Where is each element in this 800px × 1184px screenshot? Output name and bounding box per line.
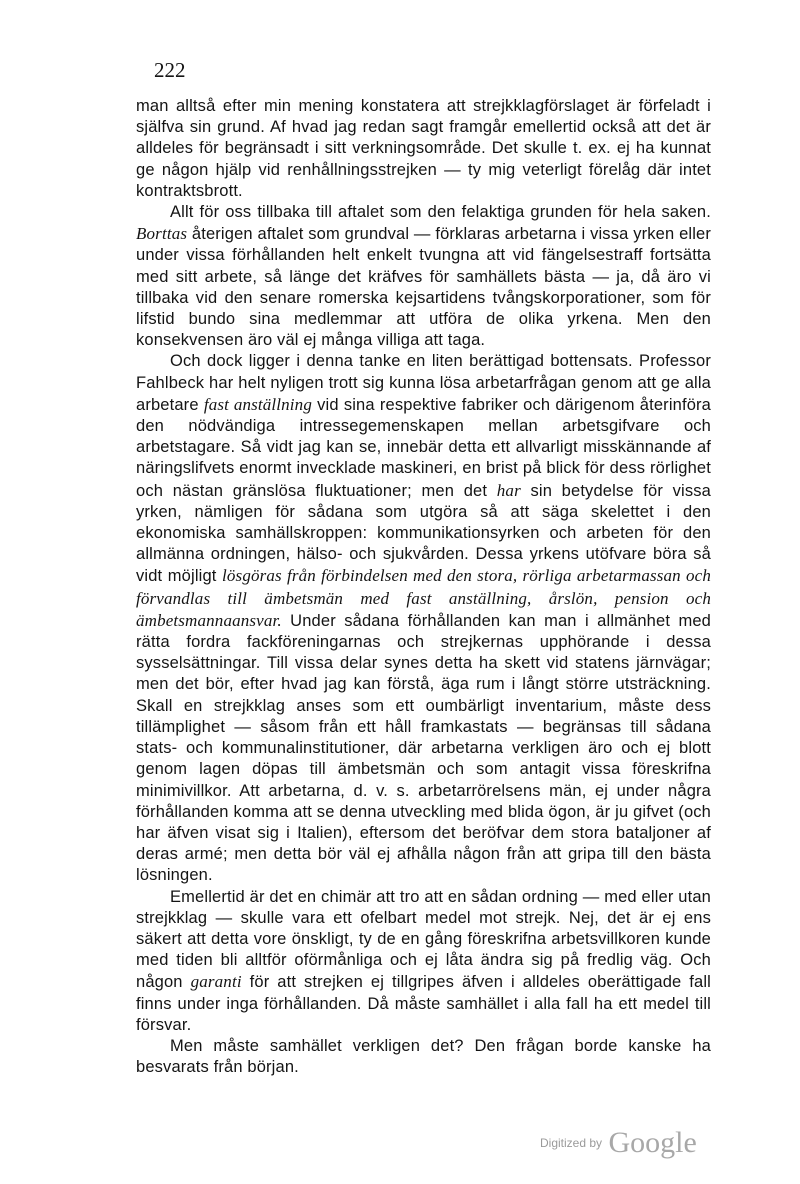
text-run: återigen aftalet som grundval — förklaras arbetarna i vissa yrken eller under vissa förhållanden helt enkelt tvungna att vid fängelsestraff fortsätta med sitt arbete, så länge det kräfves för samhällets bästa — ja, då äro vi tillbaka vid den senare romerska kejsartidens tvångskorporationer, som för lifstid bundo sina medlemmar att utföra de olika yrkena. Men den konsekvensen äro väl ej många villiga att taga. xyxy=(136,225,711,350)
paragraph xyxy=(136,351,711,886)
text-run: Men måste samhället verkligen det? Den frågan borde kanske ha besvarats från början. xyxy=(136,1036,711,1077)
paragraph xyxy=(136,96,711,202)
text-run: vid sina respektive fabriker och därigenom återinföra den nödvändiga intressegemenskapen mellan arbetsgifvare och arbetstagare. Så vidt jag kan se, innebär detta ett allvarligt misskännande af näringslifvets enormt invecklade maskineri, en brist på blick för dess rörlighet och nästan gränslösa fluktuationer; men det xyxy=(136,395,712,500)
emphasis-text: fast anställning xyxy=(203,394,312,414)
paragraph xyxy=(136,1036,711,1078)
emphasis-text: Borttas xyxy=(136,224,188,244)
text-run: man alltså efter min mening konstatera att strejkklagförslaget är förfeladt i själfva sin grund. Af hvad jag redan sagt framgår emellertid också att det är alldeles för begränsadt i sitt verkningsområde. Det skulle t. ex. ej ha kunnat ge någon hjälp vid renhållningsstrejken — ty mig veterligt förelåg där intet kontraktsbrott. xyxy=(136,97,711,200)
text-run: Allt för oss tillbaka till aftalet som den felaktiga grunden för hela saken. xyxy=(170,203,711,222)
text-run: Under sådana förhållanden kan man i allmänhet med rätta fordra fackföreningarnas och strejkernas upphörande i dessa sysselsättningar. Till vissa delar synes detta ha skett vid statens järnvägar; men det bör, efter hvad jag kan förstå, äga rum i långt större utsträckning. Skall en strejkklag anses som ett oumbärligt inventarium, måste dess tillämplighet — såsom från ett håll framkastats — begränsas till sådana stats- och kommunalinstitutioner, där arbetarna verkligen äro och ej blott genom lagen döpas till ämbetsmän och som antagit vissa föreskrifna minimivillkor. Att arbetarna, d. v. s. arbetarrörelsens män, ej under några förhållanden komma att se denna utveckling med blida ögon, är ju gifvet (och har äfven visat sig i Italien), eftersom det beröfvar dem stora bataljoner af deras armé; men detta bör väl ej afhålla någon från att gripa till den bästa lösningen. xyxy=(136,611,711,885)
digitized-by-watermark xyxy=(540,1126,697,1160)
text-run: sin betydelse för vissa yrken, nämligen för sådana som utgöra så att säga skelettet i den ekonomiska samhällskroppen: kommunikationsyrken och arbeten för den allmänna ordningen, hälso- och sjukvården. Dessa yrkens utöfvare böra så vidt möjligt xyxy=(136,481,711,586)
text-run: Emellertid är det en chimär att tro att en sådan ordning — med eller utan strejkklag — skulle vara ett ofelbart medel mot strejk. Nej, det är ej ens säkert att detta vore önskligt, ty de en gång föreskrifna arbetsvillkoren kunde med tiden bli alltför oförmånliga och ej låta ändra sig på fredlig väg. Och någon xyxy=(136,887,711,992)
emphasis-text: lösgöras från förbindelsen med den stora, rörliga arbetarmassan och förvandlas till ämbetsmän med fast anställning, årslön, pension och ämbetsmannaansvar. xyxy=(136,566,711,630)
emphasis-text: har xyxy=(496,480,521,500)
body-text xyxy=(136,96,711,1078)
page-number: 222 xyxy=(154,58,186,82)
emphasis-text: garanti xyxy=(190,972,242,992)
paragraph xyxy=(136,202,711,351)
text-run: Och dock ligger i denna tanke en liten berättigad bottensats. Professor Fahlbeck har helt nyligen trott sig kunna lösa arbetarfrågan genom att ge alla arbetare xyxy=(136,352,711,414)
paragraph xyxy=(136,887,711,1036)
text-run: för att strejken ej tillgripes äfven i alldeles oberättigade fall finns under inga förhållanden. Då måste samhället i alla fall ha ett medel till försvar. xyxy=(136,973,712,1034)
google-logo-icon: Google xyxy=(608,1126,697,1159)
watermark-prefix: Digitized by xyxy=(540,1136,603,1150)
